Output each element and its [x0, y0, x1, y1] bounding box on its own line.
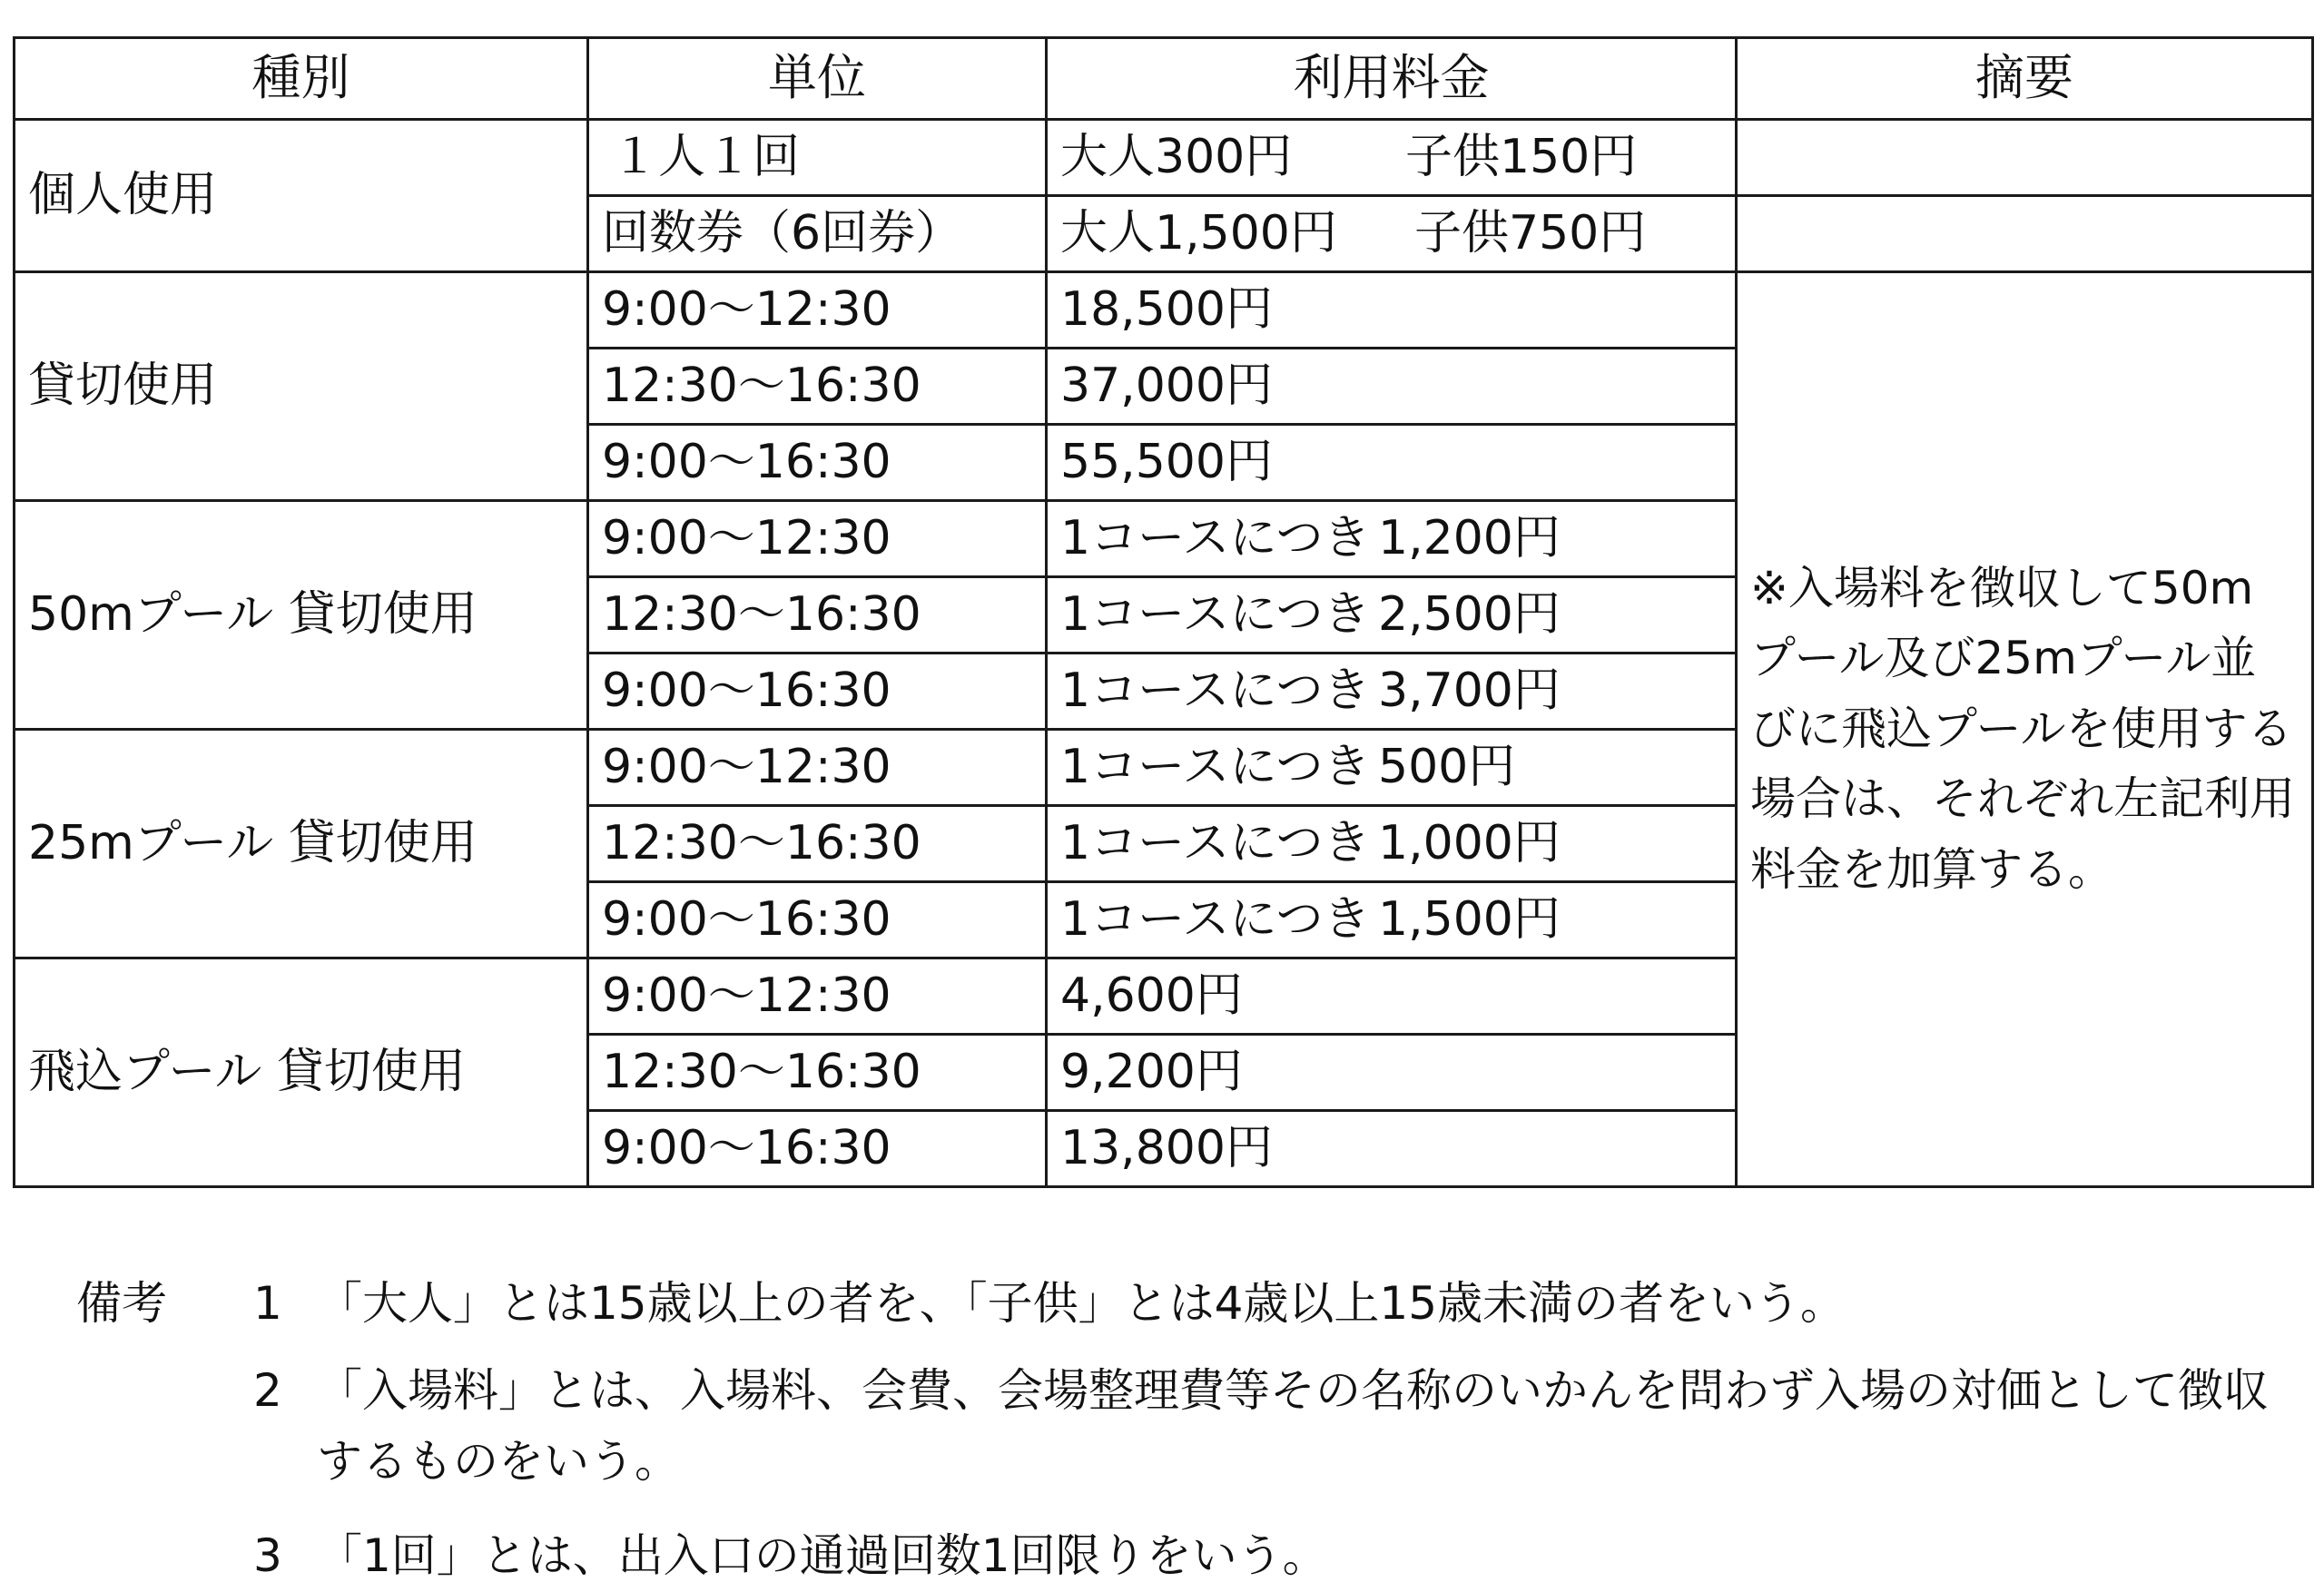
- header-type: 種別: [15, 38, 588, 120]
- remark-text: 「1回」とは、出入口の通過回数1回限りをいう。: [317, 1529, 1328, 1582]
- fee-value: 1,000円: [1378, 816, 1561, 871]
- unit-cell: 9:00～12:30: [588, 958, 1047, 1035]
- fee-cell: 13,800円: [1047, 1111, 1737, 1187]
- adult-fee: 大人1,500円: [1060, 206, 1337, 261]
- category-cell: 個人使用: [15, 120, 588, 272]
- fee-cell: 9,200円: [1047, 1035, 1737, 1111]
- fee-table: [13, 36, 2314, 1188]
- remarks-label: 備考: [76, 1277, 167, 1330]
- unit-cell: 9:00～12:30: [588, 501, 1047, 577]
- fee-cell: [1047, 501, 1737, 577]
- course-label: 1コースにつき: [1060, 892, 1371, 948]
- summary-cell: [1737, 120, 2313, 196]
- unit-cell: 9:00～12:30: [588, 272, 1047, 349]
- unit-cell: 9:00～12:30: [588, 730, 1047, 806]
- fee-cell: [1047, 577, 1737, 654]
- table-row: [15, 272, 2313, 349]
- unit-cell: 9:00～16:30: [588, 654, 1047, 730]
- unit-cell: 12:30～16:30: [588, 806, 1047, 882]
- header-row: [15, 38, 2313, 120]
- fee-cell: [1047, 882, 1737, 958]
- unit-cell: 12:30～16:30: [588, 1035, 1047, 1111]
- child-fee: 子供750円: [1414, 206, 1647, 261]
- header-summary: 摘要: [1737, 38, 2313, 120]
- unit-text: １人１回: [611, 130, 801, 185]
- fee-cell: [1047, 120, 1737, 196]
- category-cell: 50mプール 貸切使用: [15, 501, 588, 730]
- table-row: [15, 120, 2313, 196]
- summary-cell: [1737, 196, 2313, 272]
- header-fee: 利用料金: [1047, 38, 1737, 120]
- header-unit: 単位: [588, 38, 1047, 120]
- course-label: 1コースにつき: [1060, 511, 1371, 566]
- fee-cell: 18,500円: [1047, 272, 1737, 349]
- category-cell: 25mプール 貸切使用: [15, 730, 588, 958]
- fee-cell: [1047, 806, 1737, 882]
- course-label: 1コースにつき: [1060, 816, 1371, 871]
- summary-note: ※入場料を徴収して50mプール及び25mプール並びに飛込プールを使用する場合は、それぞれ左記利用料金を加算する。: [1737, 272, 2313, 1187]
- remark-text: 「大人」とは15歳以上の者を、「子供」とは4歳以上15歳未満の者をいう。: [317, 1277, 1846, 1330]
- unit-cell: 9:00～16:30: [588, 882, 1047, 958]
- remark-number: 2: [253, 1364, 282, 1417]
- fee-cell: [1047, 196, 1737, 272]
- fee-cell: 4,600円: [1047, 958, 1737, 1035]
- course-label: 1コースにつき: [1060, 740, 1371, 795]
- child-fee: 子供150円: [1405, 130, 1638, 185]
- remark-number: 3: [253, 1529, 282, 1582]
- unit-cell: [588, 120, 1047, 196]
- adult-fee: 大人300円: [1060, 130, 1293, 185]
- unit-cell: 9:00～16:30: [588, 1111, 1047, 1187]
- fee-value: 3,700円: [1378, 663, 1561, 719]
- fee-value: 1,500円: [1378, 892, 1561, 948]
- unit-cell: 9:00～16:30: [588, 425, 1047, 501]
- fee-value: 2,500円: [1378, 587, 1561, 643]
- fee-value: 500円: [1378, 740, 1516, 795]
- fee-cell: [1047, 730, 1737, 806]
- unit-cell: 12:30～16:30: [588, 577, 1047, 654]
- fee-value: 1,200円: [1378, 511, 1561, 566]
- course-label: 1コースにつき: [1060, 663, 1371, 719]
- fee-cell: 37,000円: [1047, 349, 1737, 425]
- remark-number: 1: [253, 1277, 282, 1330]
- category-cell: 飛込プール 貸切使用: [15, 958, 588, 1187]
- unit-cell: 12:30～16:30: [588, 349, 1047, 425]
- unit-cell: 回数券（6回券）: [588, 196, 1047, 272]
- fee-cell: 55,500円: [1047, 425, 1737, 501]
- category-cell: 貸切使用: [15, 272, 588, 501]
- course-label: 1コースにつき: [1060, 587, 1371, 643]
- fee-cell: [1047, 654, 1737, 730]
- remark-text: 「入場料」とは、入場料、会費、会場整理費等その名称のいかんを問わず入場の対価として徴収するものをいう。: [317, 1364, 2269, 1488]
